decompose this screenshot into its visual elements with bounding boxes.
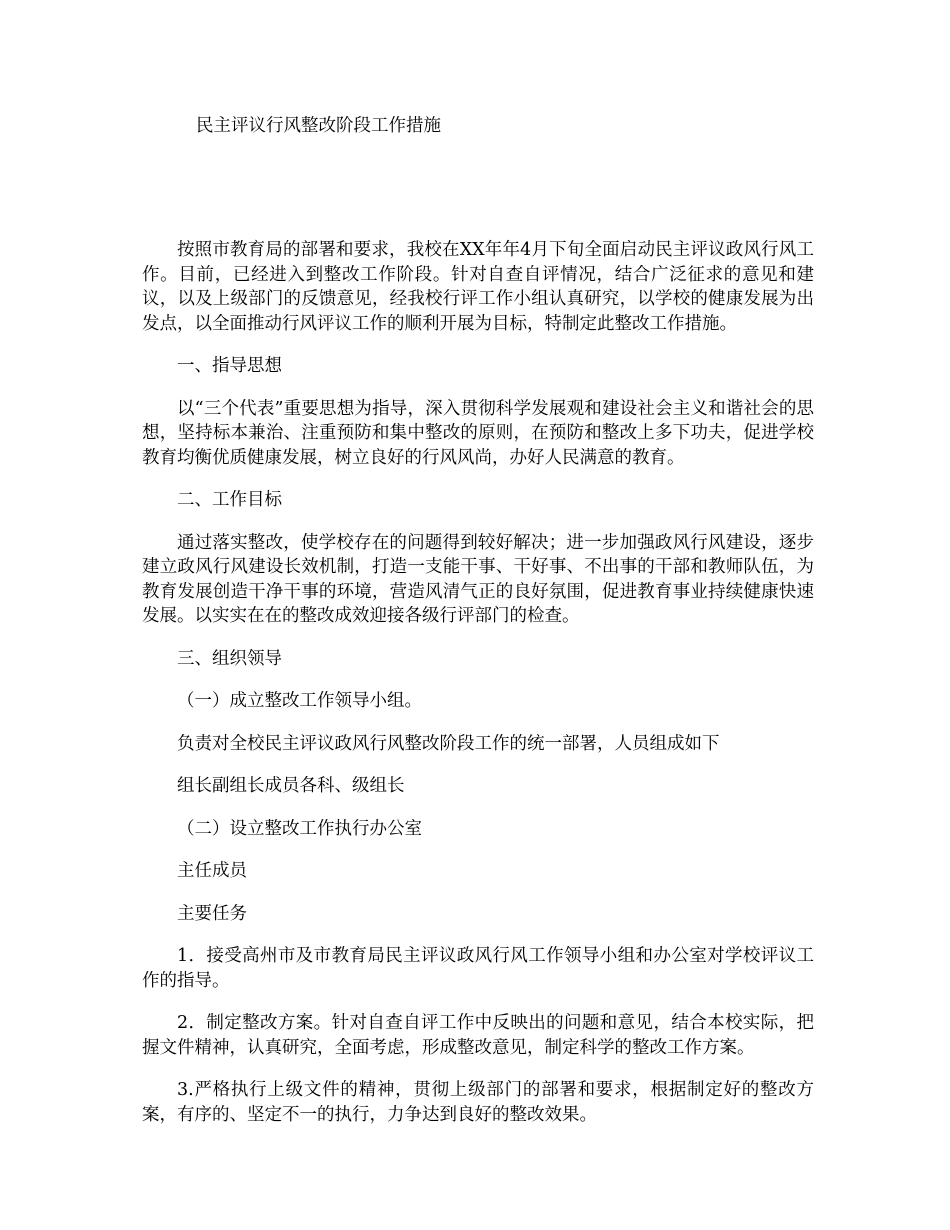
subsection-leading-group: （一）成立整改工作领导小组。 bbox=[177, 691, 422, 711]
executive-office-members: 主任成员 bbox=[177, 861, 247, 881]
work-goals-paragraph: 通过落实整改，使学校存在的问题得到较好解决；进一步加强政风行风建设，逐步建立政风行风建设长效机制，打造一支能干事、干好事、不出事的干部和教师队伍，为教育发展创造干净干事的环境，营造风清气正的良好氛围，促进教育事业持续健康快速发展。以实实在在的整改成效迎接各级行评部门的检查。 bbox=[142, 532, 814, 626]
section-heading-guiding-ideology: 一、指导思想 bbox=[177, 356, 282, 376]
leading-group-members: 组长副组长成员各科、级组长 bbox=[177, 776, 405, 796]
document-body bbox=[142, 238, 814, 1145]
section-heading-work-goals: 二、工作目标 bbox=[177, 490, 282, 510]
section-heading-organization: 三、组织领导 bbox=[177, 648, 282, 669]
document-title: 民主评议行风整改阶段工作措施 bbox=[196, 116, 441, 136]
leading-group-duty: 负责对全校民主评议政风行风整改阶段工作的统一部署，人员组成如下 bbox=[177, 733, 720, 754]
task-item-3: 3.严格执行上级文件的精神，贯彻上级部门的部署和要求，根据制定好的整改方案，有序的、坚定不一的执行，力争达到良好的整改效果。 bbox=[142, 1080, 814, 1125]
guiding-ideology-paragraph: 以“三个代表”重要思想为指导，深入贯彻科学发展观和建设社会主义和谐社会的思想，坚持标本兼治、注重预防和集中整改的原则，在预防和整改上多下功夫，促进学校教育均衡优质健康发展，树立良好的行风风尚，办好人民满意的教育。 bbox=[142, 398, 814, 468]
task-item-1: 1．接受高州市及市教育局民主评议政风行风工作领导小组和办公室对学校评议工作的指导。 bbox=[142, 946, 814, 991]
main-tasks-heading: 主要任务 bbox=[177, 903, 247, 924]
task-item-2: 2．制定整改方案。针对自查自评工作中反映出的问题和意见，结合本校实际，把握文件精神，认真研究，全面考虑，形成整改意见，制定科学的整改工作方案。 bbox=[142, 1013, 814, 1058]
subsection-executive-office: （二）设立整改工作执行办公室 bbox=[177, 818, 422, 839]
intro-paragraph: 按照市教育局的部署和要求，我校在XX年年4月下旬全面启动民主评议政风行风工作。目前，已经进入到整改工作阶段。针对自查自评情况，结合广泛征求的意见和建议，以及上级部门的反馈意见，经我校行评工作小组认真研究，以学校的健康发展为出发点，以全面推动行风评议工作的顺利开展为目标，特制定此整改工作措施。 bbox=[142, 240, 814, 334]
